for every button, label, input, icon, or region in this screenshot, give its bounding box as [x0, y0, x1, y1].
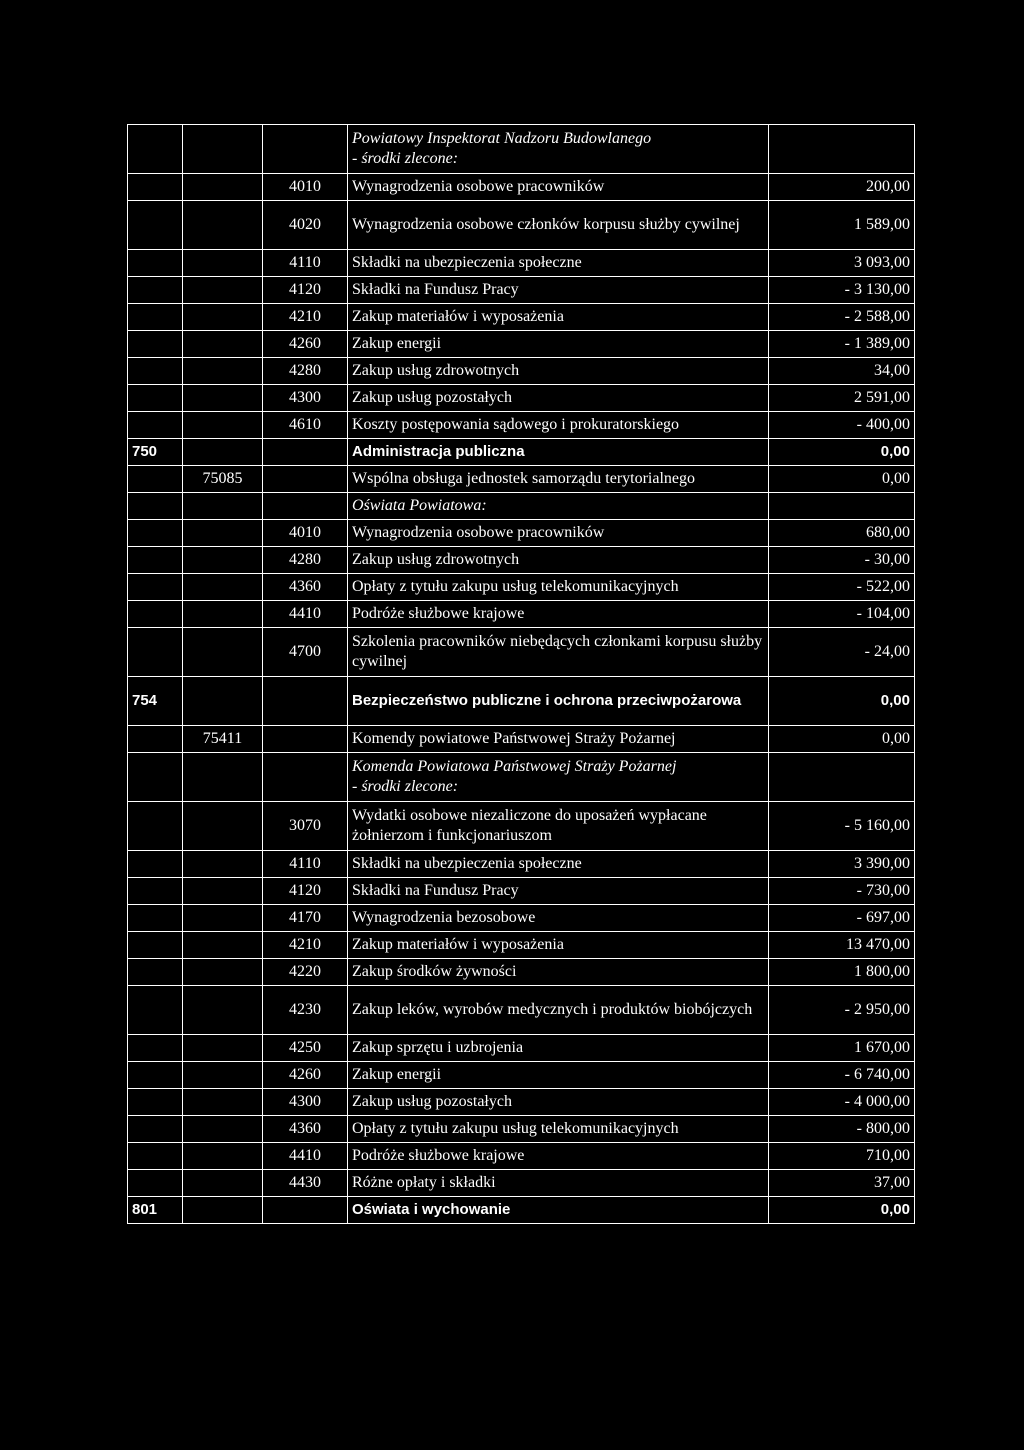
description-cell: Wynagrodzenia osobowe pracowników — [348, 520, 769, 547]
table-row — [128, 385, 915, 412]
rozdzial-cell — [183, 905, 263, 932]
description-cell: Komendy powiatowe Państwowej Straży Pożarnej — [348, 726, 769, 753]
rozdzial-cell — [183, 677, 263, 726]
paragraf-cell: 4360 — [263, 1116, 348, 1143]
dzial-cell: 750 — [128, 439, 183, 466]
table-row — [128, 601, 915, 628]
rozdzial-cell — [183, 601, 263, 628]
rozdzial-cell — [183, 493, 263, 520]
description-cell: Wydatki osobowe niezaliczone do uposażeń wypłacane żołnierzom i funkcjonariuszom — [348, 802, 769, 851]
description-cell: Zakup usług zdrowotnych — [348, 547, 769, 574]
rozdzial-cell — [183, 385, 263, 412]
paragraf-cell — [263, 753, 348, 802]
paragraf-cell: 4430 — [263, 1170, 348, 1197]
unit-header-text: Oświata Powiatowa: — [352, 497, 487, 514]
paragraf-cell: 4120 — [263, 277, 348, 304]
amount-cell: 3 093,00 — [769, 250, 915, 277]
rozdzial-cell — [183, 547, 263, 574]
rozdzial-cell — [183, 1035, 263, 1062]
description-cell: Koszty postępowania sądowego i prokuratorskiego — [348, 412, 769, 439]
amount-cell — [769, 493, 915, 520]
rozdzial-cell — [183, 628, 263, 677]
dzial-cell — [128, 358, 183, 385]
amount-cell: 200,00 — [769, 174, 915, 201]
table-row — [128, 466, 915, 493]
amount-cell — [769, 125, 915, 174]
paragraf-cell — [263, 125, 348, 174]
paragraf-cell — [263, 466, 348, 493]
table-row — [128, 1143, 915, 1170]
dzial-cell — [128, 905, 183, 932]
amount-cell: - 4 000,00 — [769, 1089, 915, 1116]
table-row — [128, 1116, 915, 1143]
paragraf-cell — [263, 493, 348, 520]
paragraf-cell: 4610 — [263, 412, 348, 439]
dzial-cell — [128, 547, 183, 574]
amount-cell: 0,00 — [769, 466, 915, 493]
amount-cell: 3 390,00 — [769, 851, 915, 878]
amount-cell: 13 470,00 — [769, 932, 915, 959]
dzial-cell: 754 — [128, 677, 183, 726]
rozdzial-cell — [183, 331, 263, 358]
description-cell: Szkolenia pracowników niebędących członkami korpusu służby cywilnej — [348, 628, 769, 677]
paragraf-cell: 4010 — [263, 520, 348, 547]
description-cell: Zakup usług pozostałych — [348, 1089, 769, 1116]
paragraf-cell: 4300 — [263, 1089, 348, 1116]
description-cell: Zakup materiałów i wyposażenia — [348, 932, 769, 959]
paragraf-cell: 4010 — [263, 174, 348, 201]
unit-header-text: Powiatowy Inspektorat Nadzoru Budowlanego - środki zlecone: — [352, 130, 652, 167]
rozdzial-cell — [183, 412, 263, 439]
description-cell — [348, 125, 769, 174]
amount-cell: 2 591,00 — [769, 385, 915, 412]
unit-header-row — [128, 493, 915, 520]
rozdzial-cell — [183, 1062, 263, 1089]
table-row — [128, 574, 915, 601]
paragraf-cell: 4250 — [263, 1035, 348, 1062]
description-cell — [348, 493, 769, 520]
dzial-cell — [128, 466, 183, 493]
rozdzial-cell — [183, 932, 263, 959]
table-row — [128, 1089, 915, 1116]
rozdzial-cell — [183, 878, 263, 905]
amount-cell: 0,00 — [769, 677, 915, 726]
table-row — [128, 851, 915, 878]
description-cell: Zakup leków, wyrobów medycznych i produktów biobójczych — [348, 986, 769, 1035]
description-cell: Składki na ubezpieczenia społeczne — [348, 851, 769, 878]
description-cell: Zakup energii — [348, 1062, 769, 1089]
paragraf-cell: 4210 — [263, 932, 348, 959]
description-cell: Zakup usług pozostałych — [348, 385, 769, 412]
paragraf-cell: 4260 — [263, 1062, 348, 1089]
table-row — [128, 1035, 915, 1062]
paragraf-cell — [263, 726, 348, 753]
paragraf-cell — [263, 439, 348, 466]
paragraf-cell: 4700 — [263, 628, 348, 677]
rozdzial-cell — [183, 174, 263, 201]
table-row — [128, 905, 915, 932]
dzial-cell — [128, 174, 183, 201]
amount-cell: - 800,00 — [769, 1116, 915, 1143]
amount-cell: 37,00 — [769, 1170, 915, 1197]
paragraf-cell: 4300 — [263, 385, 348, 412]
amount-cell: - 104,00 — [769, 601, 915, 628]
section-row — [128, 439, 915, 466]
table-row — [128, 304, 915, 331]
dzial-cell — [128, 1035, 183, 1062]
paragraf-cell: 4170 — [263, 905, 348, 932]
rozdzial-cell — [183, 304, 263, 331]
paragraf-cell: 4260 — [263, 331, 348, 358]
description-cell — [348, 753, 769, 802]
dzial-cell — [128, 932, 183, 959]
budget-table — [127, 124, 915, 1224]
dzial-cell: 801 — [128, 1197, 183, 1224]
table-row — [128, 331, 915, 358]
amount-cell: 0,00 — [769, 1197, 915, 1224]
dzial-cell — [128, 959, 183, 986]
amount-cell: - 2 588,00 — [769, 304, 915, 331]
paragraf-cell: 4110 — [263, 851, 348, 878]
description-cell: Wynagrodzenia osobowe pracowników — [348, 174, 769, 201]
dzial-cell — [128, 304, 183, 331]
dzial-cell — [128, 201, 183, 250]
rozdzial-cell — [183, 1197, 263, 1224]
table-row — [128, 628, 915, 677]
description-cell: Składki na Fundusz Pracy — [348, 878, 769, 905]
budget-table-body — [128, 125, 915, 1224]
description-cell: Opłaty z tytułu zakupu usług telekomunikacyjnych — [348, 1116, 769, 1143]
description-cell: Zakup energii — [348, 331, 769, 358]
rozdzial-cell — [183, 1170, 263, 1197]
rozdzial-cell — [183, 358, 263, 385]
description-cell: Różne opłaty i składki — [348, 1170, 769, 1197]
description-cell: Zakup sprzętu i uzbrojenia — [348, 1035, 769, 1062]
rozdzial-cell — [183, 574, 263, 601]
description-cell: Wspólna obsługa jednostek samorządu terytorialnego — [348, 466, 769, 493]
paragraf-cell: 4230 — [263, 986, 348, 1035]
rozdzial-cell — [183, 1116, 263, 1143]
description-cell: Administracja publiczna — [348, 439, 769, 466]
amount-cell: 1 670,00 — [769, 1035, 915, 1062]
paragraf-cell: 3070 — [263, 802, 348, 851]
dzial-cell — [128, 753, 183, 802]
description-cell: Bezpieczeństwo publiczne i ochrona przeciwpożarowa — [348, 677, 769, 726]
rozdzial-cell — [183, 125, 263, 174]
dzial-cell — [128, 493, 183, 520]
description-cell: Zakup usług zdrowotnych — [348, 358, 769, 385]
paragraf-cell: 4360 — [263, 574, 348, 601]
rozdzial-cell — [183, 250, 263, 277]
description-cell: Oświata i wychowanie — [348, 1197, 769, 1224]
amount-cell: 34,00 — [769, 358, 915, 385]
rozdzial-cell: 75085 — [183, 466, 263, 493]
table-row — [128, 726, 915, 753]
dzial-cell — [128, 1089, 183, 1116]
description-cell: Podróże służbowe krajowe — [348, 1143, 769, 1170]
amount-cell: - 30,00 — [769, 547, 915, 574]
amount-cell — [769, 753, 915, 802]
description-cell: Składki na ubezpieczenia społeczne — [348, 250, 769, 277]
amount-cell: - 522,00 — [769, 574, 915, 601]
paragraf-cell: 4280 — [263, 358, 348, 385]
description-cell: Podróże służbowe krajowe — [348, 601, 769, 628]
paragraf-cell: 4220 — [263, 959, 348, 986]
description-cell: Składki na Fundusz Pracy — [348, 277, 769, 304]
dzial-cell — [128, 574, 183, 601]
dzial-cell — [128, 1116, 183, 1143]
paragraf-cell: 4020 — [263, 201, 348, 250]
rozdzial-cell — [183, 1089, 263, 1116]
dzial-cell — [128, 520, 183, 547]
amount-cell: - 6 740,00 — [769, 1062, 915, 1089]
table-row — [128, 201, 915, 250]
paragraf-cell: 4410 — [263, 1143, 348, 1170]
description-cell: Wynagrodzenia bezosobowe — [348, 905, 769, 932]
dzial-cell — [128, 1062, 183, 1089]
dzial-cell — [128, 385, 183, 412]
rozdzial-cell — [183, 439, 263, 466]
table-row — [128, 520, 915, 547]
amount-cell: 0,00 — [769, 726, 915, 753]
rozdzial-cell — [183, 1143, 263, 1170]
table-row — [128, 358, 915, 385]
rozdzial-cell — [183, 986, 263, 1035]
dzial-cell — [128, 726, 183, 753]
table-row — [128, 250, 915, 277]
amount-cell: 0,00 — [769, 439, 915, 466]
paragraf-cell: 4280 — [263, 547, 348, 574]
rozdzial-cell — [183, 959, 263, 986]
dzial-cell — [128, 878, 183, 905]
table-row — [128, 277, 915, 304]
dzial-cell — [128, 1143, 183, 1170]
table-row — [128, 802, 915, 851]
unit-header-row — [128, 125, 915, 174]
table-row — [128, 932, 915, 959]
amount-cell: 680,00 — [769, 520, 915, 547]
table-row — [128, 986, 915, 1035]
paragraf-cell: 4410 — [263, 601, 348, 628]
description-cell: Zakup środków żywności — [348, 959, 769, 986]
paragraf-cell: 4210 — [263, 304, 348, 331]
amount-cell: - 730,00 — [769, 878, 915, 905]
dzial-cell — [128, 1170, 183, 1197]
section-row — [128, 1197, 915, 1224]
rozdzial-cell — [183, 753, 263, 802]
unit-header-text: Komenda Powiatowa Państwowej Straży Pożarnej - środki zlecone: — [352, 758, 677, 795]
amount-cell: 1 800,00 — [769, 959, 915, 986]
table-row — [128, 878, 915, 905]
dzial-cell — [128, 277, 183, 304]
amount-cell: - 2 950,00 — [769, 986, 915, 1035]
dzial-cell — [128, 851, 183, 878]
unit-header-row — [128, 753, 915, 802]
description-cell: Opłaty z tytułu zakupu usług telekomunikacyjnych — [348, 574, 769, 601]
rozdzial-cell — [183, 851, 263, 878]
rozdzial-cell: 75411 — [183, 726, 263, 753]
rozdzial-cell — [183, 802, 263, 851]
amount-cell: - 3 130,00 — [769, 277, 915, 304]
table-row — [128, 547, 915, 574]
dzial-cell — [128, 986, 183, 1035]
dzial-cell — [128, 331, 183, 358]
paragraf-cell: 4110 — [263, 250, 348, 277]
table-row — [128, 959, 915, 986]
description-cell: Zakup materiałów i wyposażenia — [348, 304, 769, 331]
paragraf-cell — [263, 677, 348, 726]
amount-cell: - 400,00 — [769, 412, 915, 439]
amount-cell: - 697,00 — [769, 905, 915, 932]
amount-cell: - 24,00 — [769, 628, 915, 677]
description-cell: Wynagrodzenia osobowe członków korpusu służby cywilnej — [348, 201, 769, 250]
table-row — [128, 1062, 915, 1089]
rozdzial-cell — [183, 277, 263, 304]
dzial-cell — [128, 802, 183, 851]
amount-cell: - 5 160,00 — [769, 802, 915, 851]
amount-cell: - 1 389,00 — [769, 331, 915, 358]
dzial-cell — [128, 628, 183, 677]
dzial-cell — [128, 125, 183, 174]
amount-cell: 710,00 — [769, 1143, 915, 1170]
paragraf-cell: 4120 — [263, 878, 348, 905]
dzial-cell — [128, 412, 183, 439]
rozdzial-cell — [183, 201, 263, 250]
paragraf-cell — [263, 1197, 348, 1224]
dzial-cell — [128, 250, 183, 277]
table-row — [128, 412, 915, 439]
rozdzial-cell — [183, 520, 263, 547]
amount-cell: 1 589,00 — [769, 201, 915, 250]
table-row — [128, 1170, 915, 1197]
section-row — [128, 677, 915, 726]
table-row — [128, 174, 915, 201]
dzial-cell — [128, 601, 183, 628]
